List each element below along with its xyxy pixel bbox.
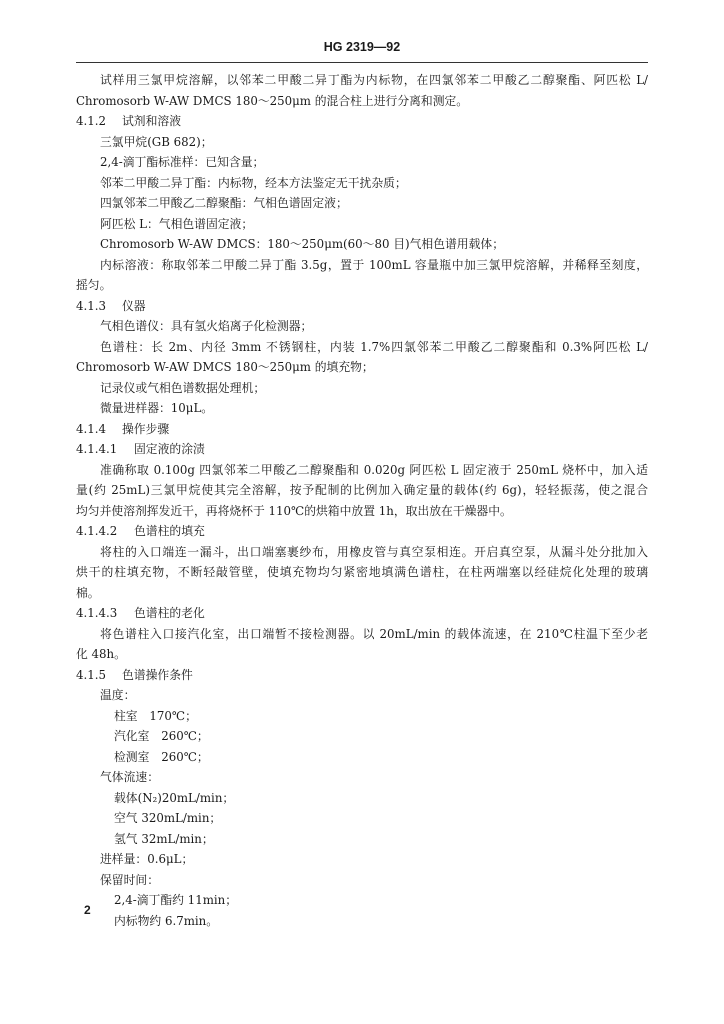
reagent-item: 2,4-滴丁酯标准样：已知含量； — [100, 155, 265, 169]
temperature-item: 检测室 260℃； — [114, 749, 209, 764]
flow-item: 空气 320mL/min； — [114, 811, 222, 825]
section-title: 固定液的涂渍 — [134, 442, 205, 456]
paragraph-line: 化 48h。 — [76, 647, 126, 661]
paragraph-line: 量(约 25mL)三氯甲烷使其完全溶解，按予配制的比例加入确定量的载体(约 6g)，轻轻振荡，使之混合 — [76, 483, 648, 497]
instrument-item: Chromosorb W-AW DMCS 180～250μm 的填充物； — [76, 360, 374, 374]
instrument-item: 记录仪或气相色谱数据处理机； — [100, 380, 266, 395]
section-4-1-4-2-heading — [76, 521, 648, 542]
intro-line: Chromosorb W-AW DMCS 180～250μm 的混合柱上进行分离和测定。 — [76, 93, 469, 108]
injection-volume: 进样量：0.6μL； — [100, 852, 194, 866]
condition-label: 保留时间： — [100, 872, 159, 887]
paragraph-line: 准确称取 0.100g 四氯邻苯二甲酸乙二醇聚酯和 0.020g 阿匹松 L 固定液于 250mL 烧杯中，加入适 — [100, 462, 648, 477]
section-4-1-5-heading — [76, 665, 648, 686]
section-title: 操作步骤 — [122, 421, 170, 436]
section-4-1-3-heading — [76, 296, 648, 317]
internal-standard-line: 摇匀。 — [76, 278, 112, 292]
paragraph-line: 将柱的入口端连一漏斗，出口端塞裹纱布，用橡皮管与真空泵相连。开启真空泵，从漏斗处分批加入 — [100, 544, 648, 559]
instrument-item: 气相色谱仪：具有氢火焰离子化检测器； — [100, 319, 313, 333]
section-number: 4.1.4.3 — [76, 606, 118, 620]
reagent-item: 邻苯二甲酸二异丁酯：内标物，经本方法鉴定无干扰杂质； — [100, 175, 407, 190]
temperature-item: 柱室 170℃； — [114, 708, 197, 723]
section-title: 色谱柱的填充 — [134, 524, 205, 538]
instrument-item: 微量进样器：10μL。 — [100, 401, 214, 415]
section-title: 色谱柱的老化 — [134, 606, 205, 620]
section-number: 4.1.4.1 — [76, 442, 118, 456]
section-4-1-4-1-heading — [76, 439, 648, 460]
reagent-item: Chromosorb W-AW DMCS：180～250μm(60～80 目)气相色谱用载体； — [100, 237, 504, 251]
instrument-item: 色谱柱：长 2m、内径 3mm 不锈钢柱，内装 1.7%四氯邻苯二甲酸乙二醇聚酯和 0.3%阿匹松 L/ — [100, 339, 648, 354]
reagent-item: 阿匹松 L：气相色谱固定液； — [100, 216, 254, 231]
section-title: 试剂和溶液 — [122, 114, 181, 128]
page-number: 2 — [84, 903, 91, 917]
paragraph-line: 均匀并使溶剂挥发近干，再将烧杯于 110℃的烘箱中放置 1h，取出放在干燥器中。 — [76, 503, 512, 518]
header-rule — [76, 62, 648, 63]
condition-label: 温度： — [100, 688, 136, 702]
reagent-item: 四氯邻苯二甲酸乙二醇聚酯：气相色谱固定液； — [100, 196, 348, 210]
section-number: 4.1.3 — [76, 298, 107, 313]
document-body — [76, 70, 648, 931]
retention-item: 内标物约 6.7min。 — [114, 913, 219, 928]
internal-standard-line: 内标溶液：称取邻苯二甲酸二异丁酯 3.5g，置于 100mL 容量瓶中加三氯甲烷溶解，并稀释至刻度， — [100, 257, 648, 272]
flow-item: 载体(N₂)20mL/min； — [114, 790, 235, 805]
reagent-item: 三氯甲烷(GB 682)； — [100, 134, 213, 149]
section-4-1-4-heading — [76, 419, 648, 440]
section-number: 4.1.4.2 — [76, 524, 118, 538]
paragraph-line: 将色谱柱入口接汽化室，出口端暂不接检测器。以 20mL/min 的载体流速，在 210℃柱温下至少老 — [100, 626, 648, 641]
retention-item: 2,4-滴丁酯约 11min； — [114, 893, 238, 907]
section-4-1-2-heading — [76, 111, 648, 132]
section-title: 仪器 — [122, 298, 146, 313]
section-4-1-4-3-heading — [76, 603, 648, 624]
intro-line: 试样用三氯甲烷溶解，以邻苯二甲酸二异丁酯为内标物，在四氯邻苯二甲酸乙二醇聚酯、阿匹松 L/ — [100, 73, 648, 87]
paragraph-line: 棉。 — [76, 585, 100, 600]
section-number: 4.1.5 — [76, 667, 107, 682]
section-number: 4.1.4 — [76, 421, 107, 436]
temperature-item: 汽化室 260℃； — [114, 729, 209, 743]
section-number: 4.1.2 — [76, 114, 107, 128]
section-title: 色谱操作条件 — [122, 667, 193, 682]
condition-label: 气体流速： — [100, 770, 159, 784]
standard-code-header: HG 2319—92 — [323, 40, 401, 54]
flow-item: 氢气 32mL/min； — [114, 831, 214, 846]
paragraph-line: 烘干的柱填充物，不断轻敲管壁，使填充物均匀紧密地填满色谱柱，在柱两端塞以经硅烷化处理的玻璃 — [76, 565, 648, 579]
